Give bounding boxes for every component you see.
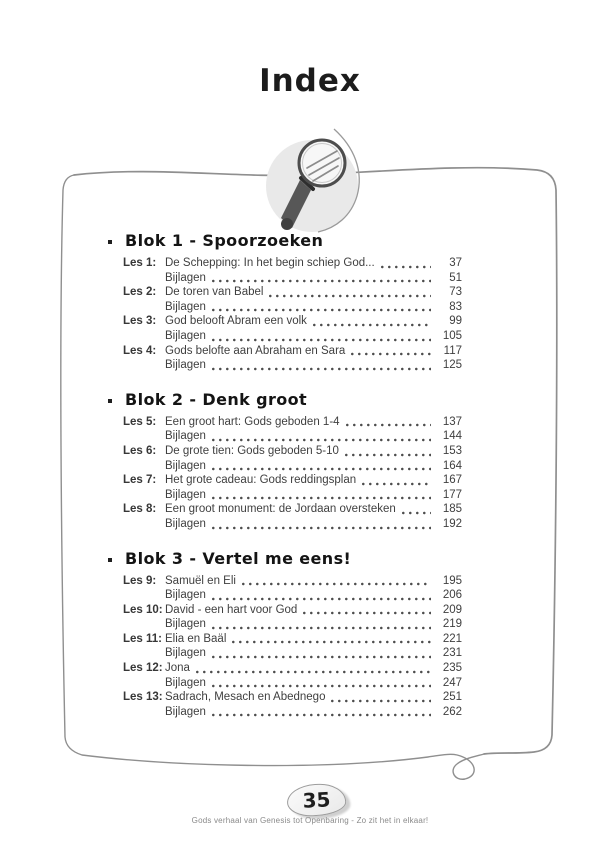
entry-page-number: 144 bbox=[442, 430, 462, 443]
dot-leader bbox=[242, 582, 431, 586]
index-row bbox=[106, 574, 462, 589]
index-row bbox=[106, 459, 462, 474]
entry-page-number: 73 bbox=[449, 286, 462, 299]
dot-leader bbox=[303, 611, 431, 615]
index-block bbox=[106, 549, 462, 720]
block-heading: Blok 3 - Vertel me eens! bbox=[125, 548, 352, 568]
dot-leader bbox=[212, 367, 431, 371]
entry-title: Bijlagen bbox=[165, 618, 206, 631]
lesson-label: Les 4: bbox=[123, 344, 157, 357]
lesson-label: Les 12: bbox=[123, 662, 163, 675]
entry-page-number: 117 bbox=[443, 344, 462, 357]
entry-page-number: 206 bbox=[442, 589, 462, 602]
square-bullet-icon bbox=[108, 240, 112, 244]
index-row bbox=[106, 429, 462, 444]
entry-title: De Schepping: In het begin schiep God... bbox=[165, 257, 375, 269]
lesson-label: Les 10: bbox=[123, 603, 163, 616]
dot-leader bbox=[212, 626, 431, 630]
entry-title: Samuël en Eli bbox=[165, 574, 236, 587]
entry-page-number: 153 bbox=[442, 444, 462, 457]
block-heading-row bbox=[106, 549, 462, 569]
lesson-label: Les 5: bbox=[123, 415, 157, 428]
index-row bbox=[106, 617, 462, 632]
lesson-label: Les 3: bbox=[123, 315, 157, 328]
dot-leader bbox=[313, 323, 431, 327]
index-row bbox=[106, 632, 462, 647]
entry-page-number: 209 bbox=[442, 603, 462, 616]
entry-title: Bijlagen bbox=[165, 271, 206, 284]
magnifier-handle-tip bbox=[281, 218, 293, 230]
entry-title: God belooft Abram een volk bbox=[165, 315, 307, 328]
entry-title: Elia en Baäl bbox=[165, 632, 227, 645]
entry-title: Bijlagen bbox=[165, 430, 206, 443]
entry-title: Bijlagen bbox=[165, 589, 206, 602]
index-row bbox=[106, 705, 462, 720]
index-row bbox=[106, 256, 462, 271]
entry-title: Bijlagen bbox=[165, 705, 206, 718]
dot-leader bbox=[212, 684, 431, 688]
entry-title: Bijlagen bbox=[165, 329, 206, 342]
entry-page-number: 105 bbox=[442, 329, 462, 342]
index-row bbox=[106, 676, 462, 691]
lesson-label: Les 6: bbox=[123, 444, 157, 457]
block-rows bbox=[106, 574, 462, 720]
index-row bbox=[106, 603, 462, 618]
lesson-label: Les 8: bbox=[123, 503, 157, 516]
dot-leader bbox=[212, 655, 431, 659]
entry-page-number: 219 bbox=[442, 618, 462, 631]
lesson-label: Les 1: bbox=[123, 257, 157, 269]
entry-title: Een groot hart: Gods geboden 1-4 bbox=[165, 415, 340, 428]
entry-page-number: 192 bbox=[442, 517, 462, 530]
index-block bbox=[106, 390, 462, 532]
dot-leader bbox=[346, 423, 431, 427]
page-number: 35 bbox=[301, 787, 332, 813]
entry-page-number: 177 bbox=[442, 488, 462, 501]
block-rows bbox=[106, 415, 462, 532]
dot-leader bbox=[212, 526, 431, 530]
entry-page-number: 167 bbox=[442, 474, 462, 487]
entry-title: Een groot monument: de Jordaan oversteken bbox=[165, 503, 396, 516]
dot-leader bbox=[232, 640, 431, 644]
entry-title: Bijlagen bbox=[165, 676, 206, 689]
index-row bbox=[106, 488, 462, 503]
footer-text: Gods verhaal van Genesis tot Openbaring - Zo zit het in elkaar! bbox=[191, 816, 429, 825]
square-bullet-icon bbox=[108, 399, 112, 403]
index-row bbox=[106, 690, 462, 705]
entry-page-number: 37 bbox=[449, 257, 462, 269]
block-heading-row bbox=[106, 390, 462, 410]
entry-title: De grote tien: Gods geboden 5-10 bbox=[165, 444, 339, 457]
index-row bbox=[106, 444, 462, 459]
index-list bbox=[106, 231, 462, 729]
entry-title: Bijlagen bbox=[165, 359, 206, 372]
entry-page-number: 51 bbox=[449, 271, 462, 284]
dot-leader bbox=[402, 511, 431, 515]
dot-leader bbox=[345, 453, 431, 457]
index-block bbox=[106, 231, 462, 373]
dot-leader bbox=[212, 496, 431, 500]
index-row bbox=[106, 300, 462, 315]
dot-leader bbox=[331, 699, 431, 703]
index-row bbox=[106, 502, 462, 517]
dot-leader bbox=[212, 438, 431, 442]
dot-leader bbox=[196, 670, 431, 674]
dot-leader bbox=[381, 265, 431, 269]
block-rows bbox=[106, 256, 462, 373]
dot-leader bbox=[362, 482, 431, 486]
dot-leader bbox=[212, 467, 431, 471]
index-row bbox=[106, 285, 462, 300]
entry-page-number: 262 bbox=[442, 705, 462, 718]
dot-leader bbox=[351, 352, 431, 356]
dot-leader bbox=[269, 294, 431, 298]
magnifier-illustration bbox=[266, 129, 359, 232]
index-row bbox=[106, 517, 462, 532]
magnifier-lens bbox=[299, 140, 345, 186]
entry-title: Bijlagen bbox=[165, 459, 206, 472]
entry-page-number: 83 bbox=[449, 300, 462, 313]
block-heading: Blok 2 - Denk groot bbox=[125, 389, 308, 409]
entry-page-number: 221 bbox=[442, 632, 462, 645]
entry-title: Bijlagen bbox=[165, 488, 206, 501]
entry-title: Bijlagen bbox=[165, 647, 206, 660]
index-row bbox=[106, 588, 462, 603]
entry-title: Bijlagen bbox=[165, 517, 206, 530]
lesson-label: Les 9: bbox=[123, 574, 157, 587]
dot-leader bbox=[212, 713, 431, 717]
entry-title: Bijlagen bbox=[165, 300, 206, 313]
index-row bbox=[106, 415, 462, 430]
entry-page-number: 137 bbox=[442, 415, 462, 428]
entry-title: Gods belofte aan Abraham en Sara bbox=[165, 344, 346, 357]
index-row bbox=[106, 271, 462, 286]
page-title: Index bbox=[259, 63, 361, 99]
dot-leader bbox=[212, 597, 431, 601]
entry-page-number: 247 bbox=[442, 676, 462, 689]
lesson-label: Les 11: bbox=[123, 632, 162, 645]
lesson-label: Les 2: bbox=[123, 286, 157, 299]
entry-page-number: 185 bbox=[442, 503, 462, 516]
index-row bbox=[106, 661, 462, 676]
index-row bbox=[106, 473, 462, 488]
index-row bbox=[106, 646, 462, 661]
entry-title: Het grote cadeau: Gods reddingsplan bbox=[165, 474, 357, 487]
entry-title: De toren van Babel bbox=[165, 286, 264, 299]
entry-page-number: 99 bbox=[449, 315, 462, 328]
entry-page-number: 231 bbox=[442, 647, 462, 660]
index-row bbox=[106, 329, 462, 344]
dot-leader bbox=[212, 279, 431, 283]
lesson-label: Les 13: bbox=[123, 691, 163, 704]
entry-title: David - een hart voor God bbox=[165, 603, 298, 616]
entry-page-number: 195 bbox=[442, 574, 462, 587]
lesson-label: Les 7: bbox=[123, 474, 157, 487]
entry-page-number: 235 bbox=[442, 662, 462, 675]
entry-page-number: 251 bbox=[442, 691, 462, 704]
entry-page-number: 164 bbox=[442, 459, 462, 472]
entry-page-number: 125 bbox=[442, 359, 462, 372]
block-heading-row bbox=[106, 231, 462, 251]
entry-title: Jona bbox=[165, 662, 190, 675]
entry-title: Sadrach, Mesach en Abednego bbox=[165, 691, 326, 704]
block-heading: Blok 1 - Spoorzoeken bbox=[125, 231, 324, 250]
square-bullet-icon bbox=[108, 558, 112, 562]
dot-leader bbox=[212, 338, 431, 342]
index-row bbox=[106, 314, 462, 329]
index-row bbox=[106, 344, 462, 359]
index-row bbox=[106, 358, 462, 373]
dot-leader bbox=[212, 308, 431, 312]
